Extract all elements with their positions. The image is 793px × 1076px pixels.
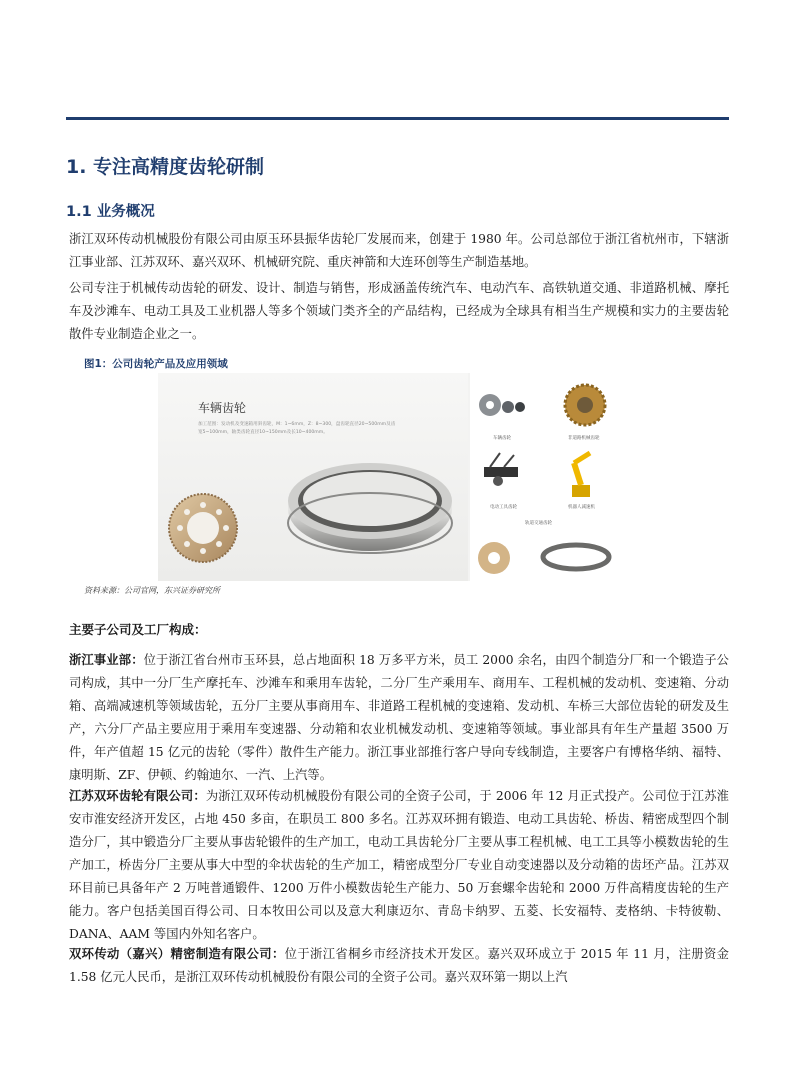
label-machinery-gears: 非道路机械齿轮: [568, 436, 600, 441]
zhejiang-sep: ：: [131, 652, 144, 667]
machinery-gear-icon: [565, 385, 605, 425]
gear-images: [158, 373, 468, 581]
figure-caption: 图1：公司齿轮产品及应用领域: [84, 358, 228, 370]
figure-main-panel: [158, 373, 468, 581]
jiaxing-text: 位于浙江省桐乡市经济技术开发区。嘉兴双环成立于 2015 年 11 月，注册资金 1.58 亿元人民币，是浙江双环传动机械股份有限公司的全资子公司。嘉兴双环第一期以上汽: [69, 947, 729, 984]
section-heading: 1. 专注高精度齿轮研制: [66, 156, 265, 178]
jiaxing-sep: ：: [271, 946, 285, 961]
zhejiang-name: 浙江事业部: [69, 652, 132, 667]
label-rail-gears: 轨道交通齿轮: [525, 521, 552, 526]
jiaxing-name: 双环传动（嘉兴）精密制造有限公司: [69, 946, 272, 961]
zhejiang-text: 位于浙江省台州市玉环县，总占地面积 18 万多平方米，员工 2000 余名，由四个制造分厂和一个锻造子公司构成，其中一分厂生产摩托车、沙滩车和乘用车齿轮，二分厂生产乘用车、商用车、工程机械的发动机、变速箱、分动箱、高端减速机等领域齿轮，五分厂主要从事商用车、非道路工程机械的变速箱、发动机、车桥三大部位齿轮的研发及生产，六分厂产品主要应用于乘用车变速器、分动箱和农业机械发动机、变速箱等领域。事业部具有年生产量超 3500 万件，年产值超 15 亿元的齿轮（零件）散件生产能力。浙江事业部推行客户导向专线制造，主要客户有博格华纳、福特、康明斯、ZF、伊顿、约翰迪尔、一汽、上汽等。: [69, 653, 729, 782]
application-images: [470, 373, 622, 581]
figure-description: 加工范围：发动机及变速箱用斜齿轮，M：1~6mm，Z：8~300，盘齿轮直径20~500mm及齿宽5~100mm，轴类齿轮直径10~150mm及长10~400mm。: [198, 422, 396, 435]
zhejiang-paragraph: [69, 648, 729, 787]
ring-gear-icon: [288, 463, 452, 553]
rail-gears-icon: [478, 542, 609, 574]
disc-gear-icon: [169, 494, 237, 562]
jiangsu-paragraph: [69, 784, 729, 946]
label-vehicle-gears: 车辆齿轮: [493, 436, 511, 441]
subsidiaries-heading: 主要子公司及工厂构成：: [69, 622, 207, 637]
jiaxing-paragraph: [69, 942, 729, 989]
vehicle-gears-icon: [479, 394, 525, 416]
label-tool-gears: 电动工具齿轮: [490, 505, 517, 510]
jiangsu-text: 为浙江双环传动机械股份有限公司的全资子公司，于 2006 年 12 月正式投产。公司位于江苏淮安市淮安经济开发区，占地 450 多亩，在职员工 800 多名。江苏双环拥有锻造、电动工具齿轮、桥齿、精密成型四个制造分厂，其中锻造分厂主要从事齿轮锻件的生产加工，电动工具齿轮分厂主要从事工程机械、电工工具等小模数齿轮的生产加工，桥齿分厂主要从事大中型的伞状齿轮的生产加工，精密成型分厂专业自动变速器以及分动箱的齿坯产品。江苏双环目前已具备年产 2 万吨普通锻件、1200 万件小模数齿轮生产能力、50 万套螺伞齿轮和 2000 万件高精度齿轮的生产能力。客户包括美国百得公司、日本牧田公司以及意大利康迈尔、青岛卡纳罗、五菱、长安福特、麦格纳、卡特彼勒、DANA、AAM 等国内外知名客户。: [69, 789, 729, 941]
subsection-heading: 1.1 业务概况: [66, 204, 155, 220]
power-tool-gears-icon: [484, 453, 518, 486]
jiangsu-sep: ：: [193, 788, 206, 803]
intro-paragraph-1: 浙江双环传动机械股份有限公司由原玉环县振华齿轮厂发展而来，创建于 1980 年。公司总部位于浙江省杭州市，下辖浙江事业部、江苏双环、嘉兴双环、机械研究院、重庆神箭和大连环创等生产制造基地。: [69, 232, 729, 269]
header-rule: [66, 117, 729, 120]
intro-paragraph-2: 公司专注于机械传动齿轮的研发、设计、制造与销售，形成涵盖传统汽车、电动汽车、高铁轨道交通、非道路机械、摩托车及沙滩车、电动工具及工业机器人等多个领域门类齐全的产品结构，已经成为全球具有相当生产规模和实力的主要齿轮散件专业制造企业之一。: [69, 281, 729, 341]
figure-side-panel: [470, 373, 622, 581]
label-robot: 机器人减速机: [568, 505, 595, 510]
robot-arm-icon: [572, 453, 590, 497]
jiangsu-name: 江苏双环齿轮有限公司: [69, 788, 194, 803]
figure-source: 资料来源：公司官网，东兴证券研究所: [84, 586, 220, 595]
figure-title: 车辆齿轮: [198, 401, 247, 415]
product-figure: [158, 373, 622, 581]
